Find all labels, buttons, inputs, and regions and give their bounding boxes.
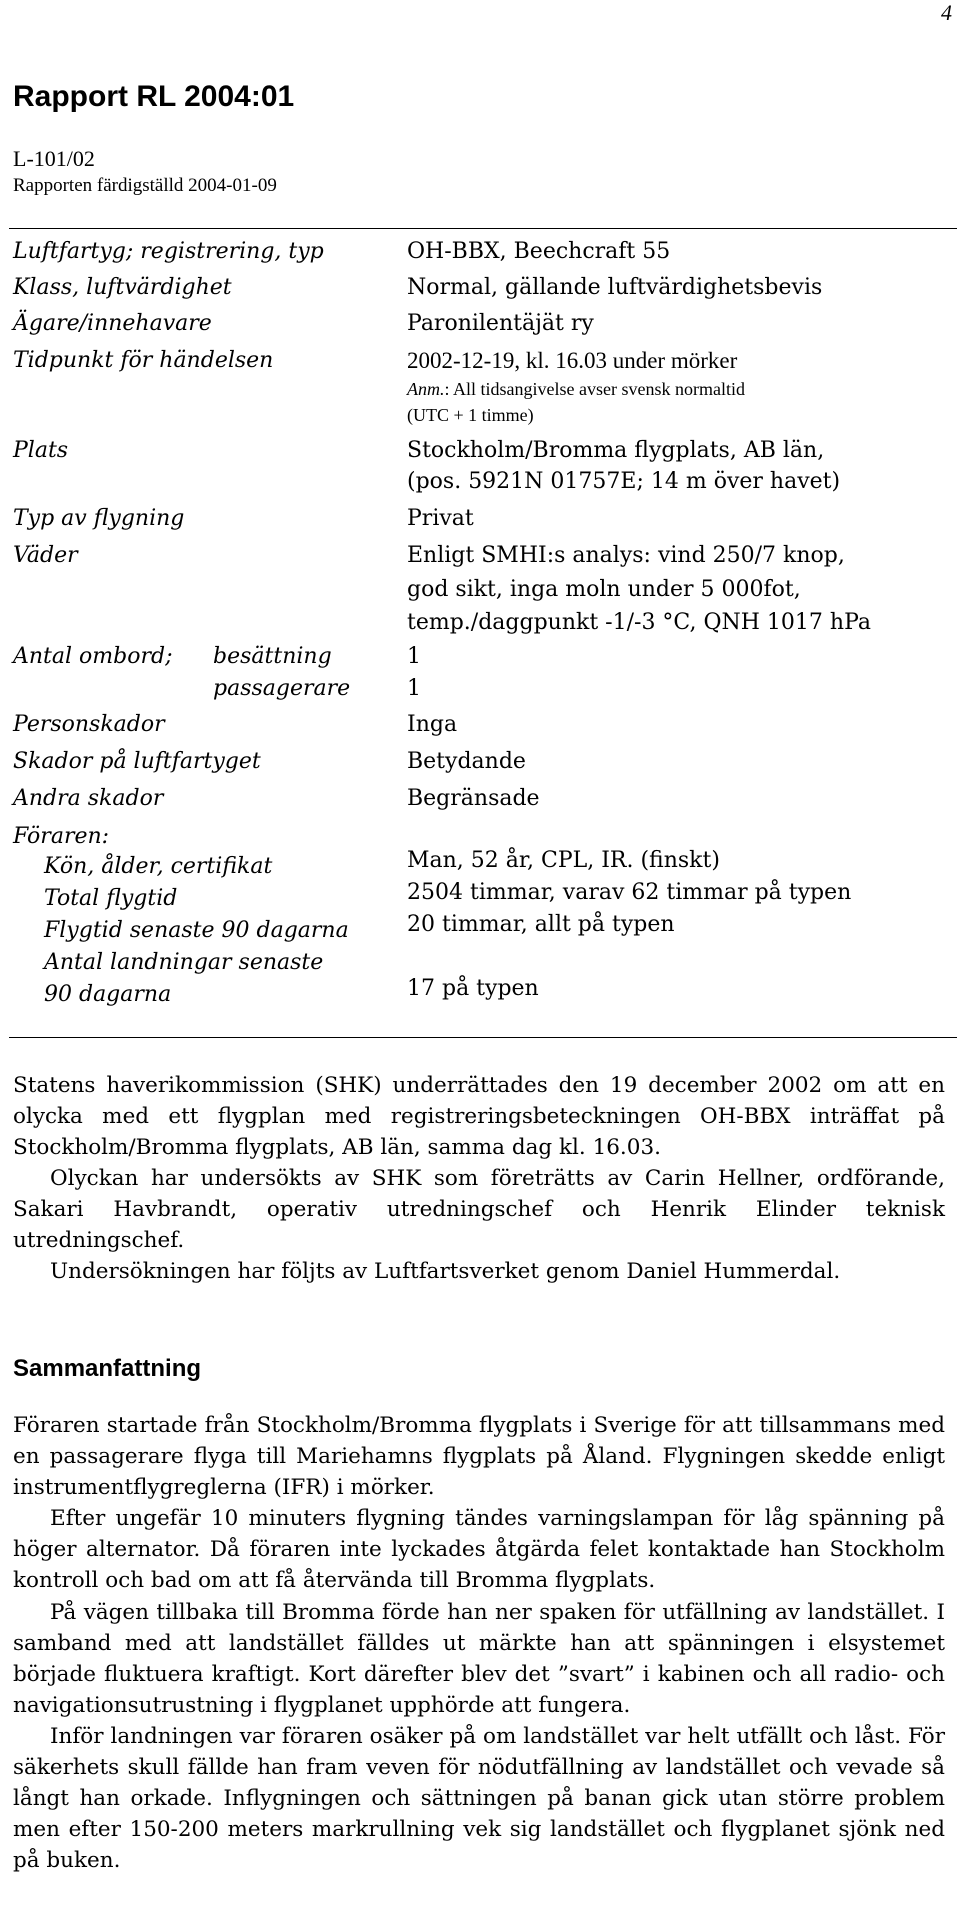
summary-paragraph: Föraren startade från Stockholm/Bromma flygplats i Sverige för att tillsammans med en passagerare flyga till Mariehamns flygplats på Åland. Flygningen skedde enligt instrumentflygreglerna (IFR) i mörker. bbox=[13, 1413, 945, 1501]
passengers-value: 1 bbox=[407, 676, 421, 701]
recent-flight-time-value: 20 timmar, allt på typen bbox=[407, 912, 675, 937]
other-damage-value: Begränsade bbox=[407, 786, 540, 811]
weather-line-3: temp./daggpunkt -1/-3 °C, QNH 1017 hPa bbox=[407, 610, 872, 635]
total-flight-time-value: 2504 timmar, varav 62 timmar på typen bbox=[407, 880, 852, 905]
flight-type-label: Typ av flygning bbox=[13, 506, 185, 531]
landings-label-line-1: Antal landningar senaste bbox=[44, 950, 324, 975]
aircraft-value: OH-BBX, Beechcraft 55 bbox=[407, 239, 671, 264]
report-completion-date: Rapporten färdigställd 2004-01-09 bbox=[13, 175, 277, 196]
facts-bottom-rule bbox=[9, 1037, 957, 1038]
owner-value: Paronilentäjät ry bbox=[407, 311, 594, 336]
weather-line-1: Enligt SMHI:s analys: vind 250/7 knop, bbox=[407, 543, 845, 568]
landings-value: 17 på typen bbox=[407, 976, 539, 1001]
crew-label: besättning bbox=[213, 644, 332, 669]
time-label: Tidpunkt för händelsen bbox=[13, 348, 274, 373]
weather-line-2: god sikt, inga moln under 5 000fot, bbox=[407, 577, 801, 602]
flight-type-value: Privat bbox=[407, 506, 474, 531]
intro-paragraph: Undersökningen har följts av Luftfartsverket genom Daniel Hummerdal. bbox=[50, 1259, 841, 1284]
injuries-value: Inga bbox=[407, 712, 458, 737]
pilot-label: Föraren: bbox=[13, 824, 110, 849]
time-note-prefix: Anm. bbox=[407, 379, 445, 399]
summary-paragraph: Inför landningen var föraren osäker på om landstället var helt utfällt och låst. För säkerhets skull fällde han fram veven för nödutfällning av landstället och vevade så långt han orkade. Inflygningen och sättningen på banan gick utan större problem men efter 150-200 meters markrullning vek sig landstället och flygplanet sjönk ned på buken. bbox=[13, 1723, 945, 1874]
intro-paragraph: Olyckan har undersökts av SHK som företrätts av Carin Hellner, ordförande, Sakari Havbrandt, operativ utredningschef och Henrik Elinder teknisk utredningschef. bbox=[13, 1166, 945, 1253]
time-note-text: : All tidsangivelse avser svensk normaltid bbox=[444, 379, 745, 399]
class-value: Normal, gällande luftvärdighetsbevis bbox=[407, 275, 823, 300]
other-damage-label: Andra skador bbox=[13, 786, 164, 811]
page-number: 4 bbox=[941, 0, 952, 25]
passengers-label: passagerare bbox=[213, 676, 351, 701]
time-value: 2002-12-19, kl. 16.03 under mörker bbox=[407, 348, 738, 373]
summary-paragraph: På vägen tillbaka till Bromma förde han ner spaken för utfällning av landstället. I samband med att landstället fälldes ut märkte han att spänningen i elsystemet började fluktuera kraftigt. Kort därefter blev det ”svart” i kabinen och all radio- och navigationsutrustning i flygplanet upphörde att fungera. bbox=[13, 1599, 945, 1718]
place-value-line-1: Stockholm/Bromma flygplats, AB län, bbox=[407, 438, 825, 463]
report-title: Rapport RL 2004:01 bbox=[13, 80, 295, 113]
class-label: Klass, luftvärdighet bbox=[13, 275, 232, 300]
recent-flight-time-label: Flygtid senaste 90 dagarna bbox=[44, 918, 349, 943]
crew-value: 1 bbox=[407, 644, 421, 669]
time-note-line-1 bbox=[407, 377, 745, 401]
aircraft-damage-value: Betydande bbox=[407, 749, 526, 774]
place-value-line-2: (pos. 5921N 01757E; 14 m över havet) bbox=[407, 469, 841, 494]
onboard-label: Antal ombord; bbox=[13, 644, 173, 669]
pilot-gender-age-cert-value: Man, 52 år, CPL, IR. (finskt) bbox=[407, 848, 720, 873]
summary-text bbox=[13, 1410, 945, 1876]
summary-heading: Sammanfattning bbox=[13, 1355, 202, 1382]
place-label: Plats bbox=[13, 438, 69, 463]
landings-label-line-2: 90 dagarna bbox=[44, 982, 172, 1007]
aircraft-label: Luftfartyg; registrering, typ bbox=[13, 239, 324, 264]
owner-label: Ägare/innehavare bbox=[13, 311, 212, 336]
time-note-line-2: (UTC + 1 timme) bbox=[407, 405, 534, 425]
total-flight-time-label: Total flygtid bbox=[44, 886, 178, 911]
summary-paragraph: Efter ungefär 10 minuters flygning tändes varningslampan för låg spänning på höger alternator. Då föraren inte lyckades åtgärda felet kontaktade han Stockholm kontroll och bad om att få återvända till Bromma flygplats. bbox=[13, 1506, 945, 1594]
intro-paragraph: Statens haverikommission (SHK) underrättades den 19 december 2002 om att en olycka med ett flygplan med registreringsbeteckningen OH-BBX inträffat på Stockholm/Bromma flygplats, AB län, samma dag kl. 16.03. bbox=[13, 1073, 945, 1160]
report-number: L-101/02 bbox=[13, 146, 95, 171]
injuries-label: Personskador bbox=[13, 712, 165, 737]
pilot-gender-age-cert-label: Kön, ålder, certifikat bbox=[44, 854, 273, 879]
intro-text bbox=[13, 1070, 945, 1287]
weather-label: Väder bbox=[13, 543, 78, 568]
aircraft-damage-label: Skador på luftfartyget bbox=[13, 749, 261, 774]
